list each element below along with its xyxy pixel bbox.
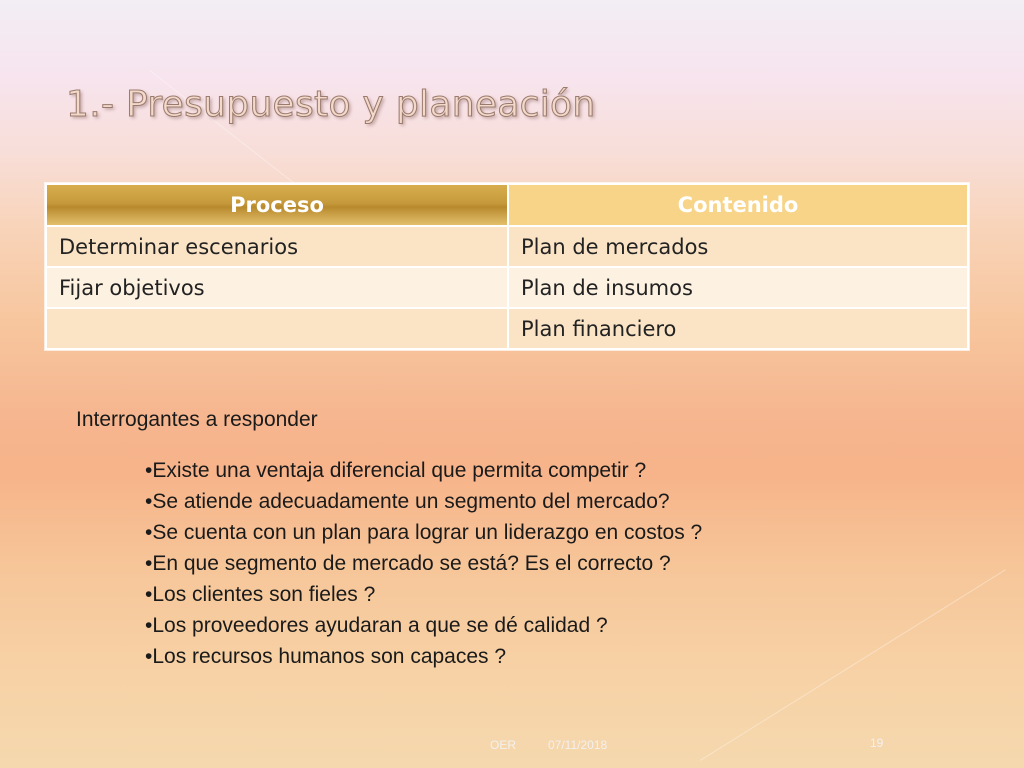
header-proceso: Proceso [46, 184, 508, 226]
questions-list [145, 455, 702, 672]
list-item: •Los recursos humanos son capaces ? [145, 645, 507, 668]
table-cell: Plan financiero [508, 308, 968, 349]
slide-title: 1.- Presupuesto y planeación [66, 84, 596, 125]
list-item: •Se atiende adecuadamente un segmento del mercado? [145, 490, 670, 513]
table-cell: Determinar escenarios [46, 226, 508, 267]
footer-date: 07/11/2018 [548, 738, 608, 752]
table-cell: Plan de insumos [508, 267, 968, 308]
header-contenido: Contenido [508, 184, 968, 226]
table-row [46, 226, 968, 267]
table-cell: Plan de mercados [508, 226, 968, 267]
table-row [46, 267, 968, 308]
list-item: •Existe una ventaja diferencial que permita competir ? [145, 459, 647, 482]
table-row [46, 308, 968, 349]
list-item: •Se cuenta con un plan para lograr un liderazgo en costos ? [145, 521, 703, 544]
table-header-row [46, 184, 968, 226]
table-cell [46, 308, 508, 349]
list-item: •Los clientes son fieles ? [145, 583, 376, 606]
list-item: •En que segmento de mercado se está? Es el correcto ? [145, 552, 671, 575]
list-item: •Los proveedores ayudaran a que se dé calidad ? [145, 614, 608, 637]
slide-number: 19 [870, 736, 884, 750]
background-decor-line [700, 569, 1006, 761]
footer-label: OER [490, 738, 517, 752]
questions-heading: Interrogantes a responder [76, 408, 318, 431]
table-cell: Fijar objetivos [46, 267, 508, 308]
process-content-table [45, 183, 969, 350]
